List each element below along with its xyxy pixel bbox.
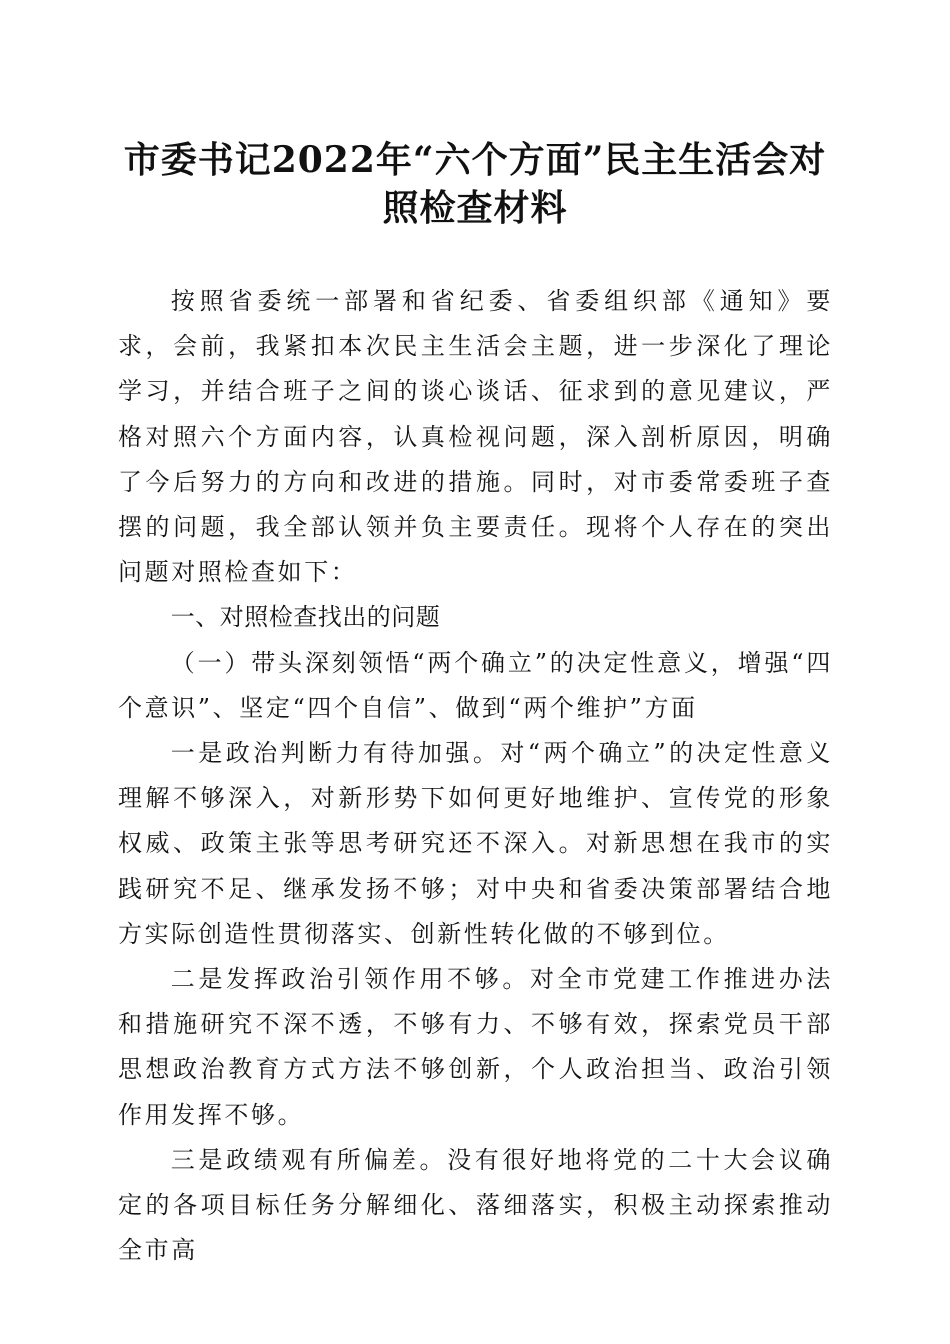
issue-paragraph-3 (118, 1138, 833, 1274)
issue-paragraph-2 (118, 957, 833, 1138)
document-title (100, 136, 850, 232)
issue-lead-2: 二是发挥政治引领作用不够。 (170, 965, 531, 994)
issue-lead-3: 三是政绩观有所偏差。 (170, 1145, 448, 1174)
issue-paragraph-1 (118, 731, 833, 957)
issue-text-1: 对“两个确立”的决定性意义理解不够深入，对新形势下如何更好地维护、宣传党的形象权威、政策主张等思考研究还不深入。对新思想在我市的实践研究不足、继承发扬不够；对中央和省委决策部署结合地方实际创造性贯彻落实、创新性转化做的不够到位。 (118, 739, 833, 948)
issue-lead-1: 一是政治判断力有待加强。 (170, 739, 501, 768)
issue-text-3: 没有很好地将党的二十大会议确定的各项目标任务分解细化、落细落实，积极主动探索推动全市高 (118, 1145, 834, 1265)
intro-paragraph: 按照省委统一部署和省纪委、省委组织部《通知》要求，会前，我紧扣本次民主生活会主题，进一步深化了理论学习，并结合班子之间的谈心谈话、征求到的意见建议，严格对照六个方面内容，认真检视问题，深入剖析原因，明确了今后努力的方向和改进的措施。同时，对市委常委班子查摆的问题，我全部认领并负主要责任。现将个人存在的突出问题对照检查如下： (118, 287, 833, 587)
subsection-heading: （一）带头深刻领悟“两个确立”的决定性意义，增强“四个意识”、坚定“四个自信”、做到“两个维护”方面 (118, 648, 833, 722)
title-line-1: 市委书记2022年“六个方面”民主生活会对 (123, 139, 827, 181)
document-body (118, 279, 833, 1273)
title-line-2: 照检查材料 (382, 187, 568, 229)
section-heading: 一、对照检查找出的问题 (170, 603, 441, 632)
issue-text-2: 对全市党建工作推进办法和措施研究不深不透，不够有力、不够有效，探索党员干部思想政治教育方式方法不够创新，个人政治担当、政治引领作用发挥不够。 (118, 965, 833, 1129)
